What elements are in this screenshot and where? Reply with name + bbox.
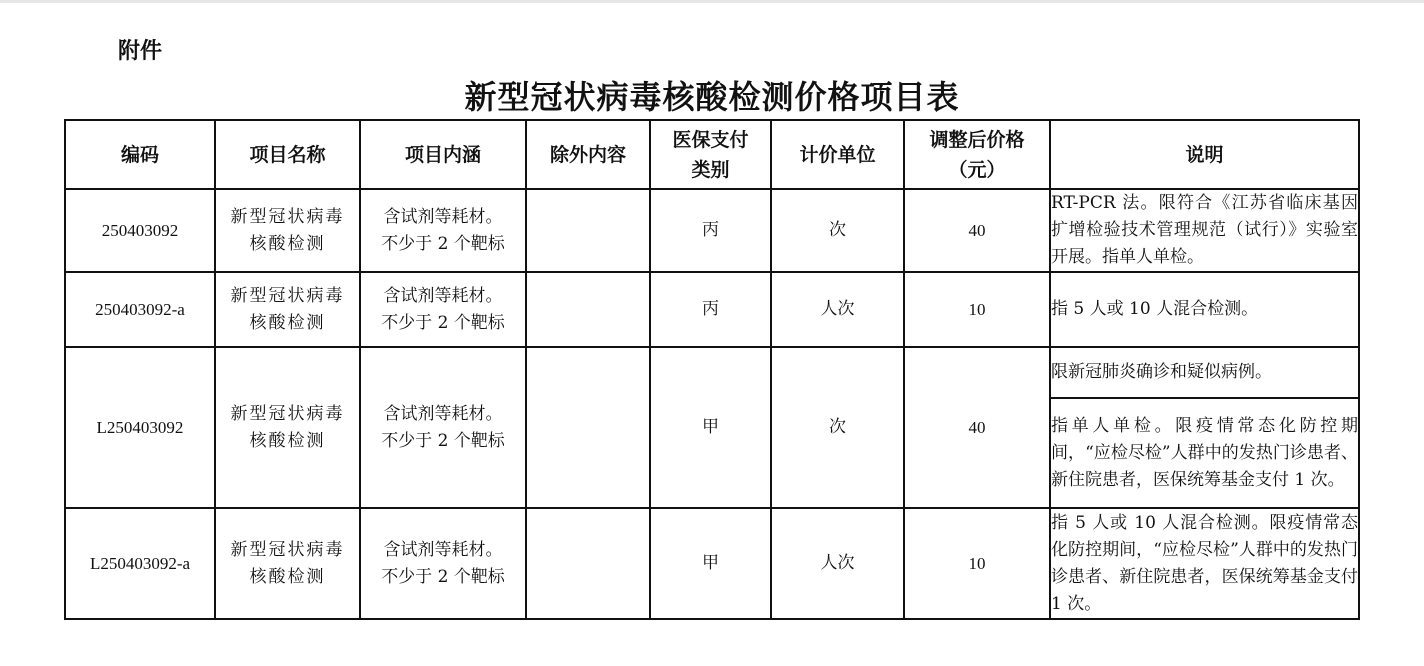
row-unit: 次 [771,189,904,272]
row-code: 250403092 [65,189,215,272]
row-name [215,347,360,508]
row-exclusion [526,189,650,272]
header-exclusion: 除外内容 [526,120,650,189]
row-name-line2: 核酸检测 [249,312,326,333]
row-exclusion [526,347,650,508]
row-note: RT-PCR 法。限符合《江苏省临床基因扩增检验技术管理规范（试行）》实验室开展。指单人单检。 [1050,189,1359,272]
row-content-line1: 含试剂等耗材。 [383,206,503,227]
row-name-line1: 新型冠状病毒 [230,206,345,227]
row-note: 指 5 人或 10 人混合检测。限疫情常态化防控期间，“应检尽检”人群中的发热门诊患者、新住院患者，医保统筹基金支付 1 次。 [1050,508,1359,619]
row-insurance: 丙 [650,189,771,272]
table-row [65,347,1359,398]
row-content-line2: 不少于 2 个靶标 [381,430,505,451]
row-content-line2: 不少于 2 个靶标 [381,233,505,254]
row-name [215,508,360,619]
row-content-line1: 含试剂等耗材。 [383,539,503,560]
header-content: 项目内涵 [360,120,526,189]
row-name-line1: 新型冠状病毒 [230,285,345,306]
top-divider [0,0,1424,3]
row-content-line1: 含试剂等耗材。 [383,403,503,424]
row-unit: 次 [771,347,904,508]
row-content-line2: 不少于 2 个靶标 [381,566,505,587]
header-insurance-line2: 类别 [691,158,730,181]
table-row [65,189,1359,272]
header-unit: 计价单位 [771,120,904,189]
row-insurance: 丙 [650,272,771,347]
page-title: 新型冠状病毒核酸检测价格项目表 [464,78,960,116]
price-table [64,119,1360,620]
row-note: 指 5 人或 10 人混合检测。 [1050,272,1359,347]
row-unit: 人次 [771,272,904,347]
row-unit: 人次 [771,508,904,619]
row-content [360,272,526,347]
header-note: 说明 [1050,120,1359,189]
row-name [215,272,360,347]
row-name-line2: 核酸检测 [249,566,326,587]
row-content-line1: 含试剂等耗材。 [383,285,503,306]
table-row [65,508,1359,619]
row-exclusion [526,272,650,347]
header-insurance-line1: 医保支付 [672,128,749,151]
row-exclusion [526,508,650,619]
row-content [360,508,526,619]
header-price-line1: 调整后价格 [929,128,1025,151]
header-price [904,120,1050,189]
row-name [215,189,360,272]
row-price: 10 [904,272,1050,347]
row-code: L250403092 [65,347,215,508]
row-name-line2: 核酸检测 [249,430,326,451]
row-content-line2: 不少于 2 个靶标 [381,312,505,333]
attachment-label: 附件 [118,39,163,64]
header-insurance [650,120,771,189]
row-code: 250403092-a [65,272,215,347]
row-content [360,347,526,508]
row-code: L250403092-a [65,508,215,619]
row-price: 40 [904,189,1050,272]
table-row [65,272,1359,347]
row-price: 40 [904,347,1050,508]
row-name-line1: 新型冠状病毒 [230,539,345,560]
row-content [360,189,526,272]
row-note-part-b: 指单人单检。限疫情常态化防控期间，“应检尽检”人群中的发热门诊患者、新住院患者，医保统筹基金支付 1 次。 [1050,398,1359,508]
row-name-line2: 核酸检测 [249,233,326,254]
row-price: 10 [904,508,1050,619]
row-note-part-a: 限新冠肺炎确诊和疑似病例。 [1050,347,1359,398]
header-name: 项目名称 [215,120,360,189]
header-price-line2: （元） [948,158,1006,181]
header-code: 编码 [65,120,215,189]
row-insurance: 甲 [650,508,771,619]
row-insurance: 甲 [650,347,771,508]
row-name-line1: 新型冠状病毒 [230,403,345,424]
header-row [65,120,1359,189]
